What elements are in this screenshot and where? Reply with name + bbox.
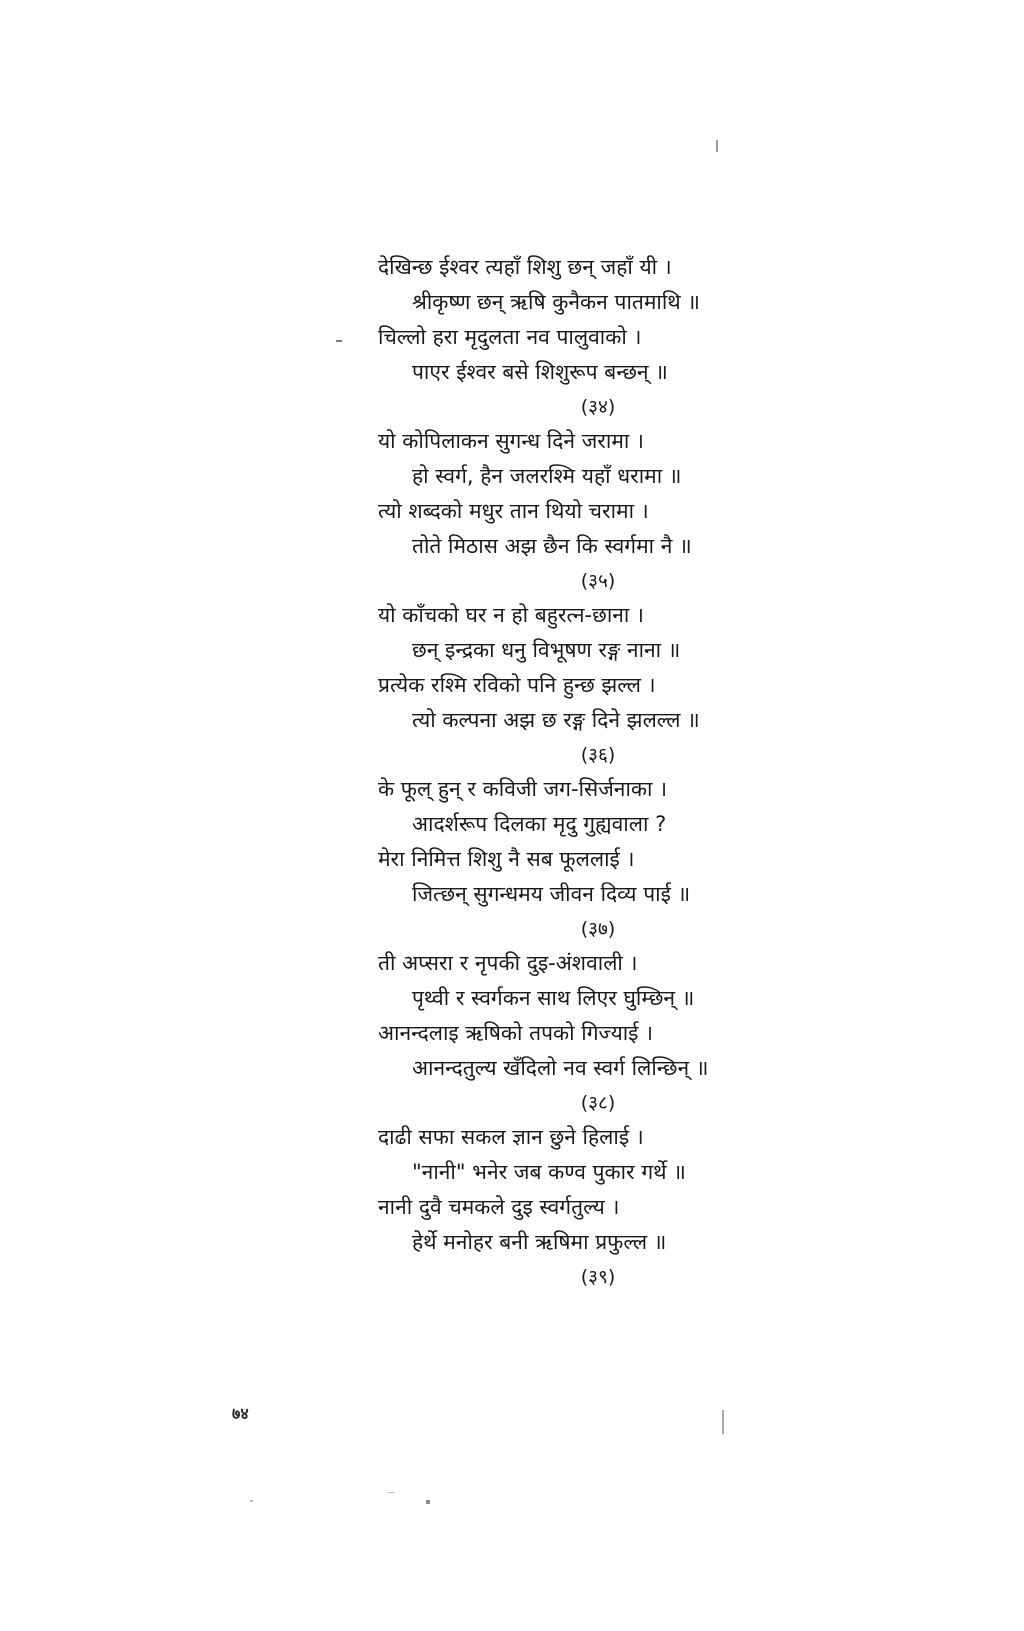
- verse-line: जित्छन् सुगन्धमय जीवन दिव्य पाई ॥: [412, 882, 691, 906]
- stanza-37: [378, 772, 818, 946]
- scan-speck: [250, 1500, 253, 1502]
- stanza-number: (३४): [580, 396, 616, 418]
- verse-line: तोते मिठास अझ छैन कि स्वर्गमा नै ॥: [412, 534, 692, 558]
- verse-line: पृथ्वी र स्वर्गकन साथ लिएर घुम्छिन् ॥: [412, 986, 695, 1010]
- stanza-number: (३६): [580, 744, 616, 766]
- verse-line: यो कोपिलाकन सुगन्ध दिने जरामा ।: [378, 429, 644, 453]
- scan-speck: [426, 1500, 430, 1504]
- verse-line: हेर्थे मनोहर बनी ऋषिमा प्रफुल्ल ॥: [412, 1230, 667, 1254]
- poem-body: [378, 250, 818, 1294]
- verse-line: मेरा निमित्त शिशु नै सब फूललाई ।: [378, 847, 635, 871]
- verse-line: पाएर ईश्वर बसे शिशुरूप बन्छन् ॥: [412, 360, 668, 384]
- stanza-35: [378, 424, 818, 598]
- stanza-39: [378, 1120, 818, 1294]
- verse-line: दाढी सफा सकल ज्ञान छुने हिलाई ।: [378, 1125, 644, 1149]
- stanza-number: (३९): [580, 1266, 616, 1288]
- scan-speck: [388, 1492, 394, 1493]
- scan-speck: [716, 140, 718, 152]
- verse-line: चिल्लो हरा मृदुलता नव पालुवाको ।: [378, 325, 642, 349]
- verse-line: आनन्दलाइ ऋषिको तपको गिज्याई ।: [378, 1021, 654, 1045]
- stanza-38: [378, 946, 818, 1120]
- verse-line: प्रत्येक रश्मि रविको पनि हुन्छ झल्ल ।: [378, 673, 656, 697]
- verse-line: ती अप्सरा र नृपकी दुइ-अंशवाली ।: [378, 951, 638, 975]
- stanza-number: (३५): [580, 570, 616, 592]
- verse-line: आनन्दतुल्य खँदिलो नव स्वर्ग लिन्छिन् ॥: [412, 1056, 709, 1080]
- verse-line: यो काँचको घर न हो बहुरत्न-छाना ।: [378, 603, 645, 627]
- page-number: ७४: [232, 1404, 249, 1423]
- scan-speck: [336, 340, 342, 342]
- verse-line: आदर्शरूप दिलका मृदु गुह्यवाला ?: [412, 812, 667, 836]
- stanza-34: [378, 250, 818, 424]
- stanza-36: [378, 598, 818, 772]
- verse-line: त्यो कल्पना अझ छ रङ्ग दिने झलल्ल ॥: [412, 708, 700, 732]
- verse-line: "नानी" भनेर जब कण्व पुकार गर्थे ॥: [412, 1160, 686, 1184]
- stanza-number: (३७): [580, 918, 616, 940]
- verse-line: के फूल् हुन् र कविजी जग-सिर्जनाका ।: [378, 777, 668, 801]
- scan-speck: [722, 1410, 724, 1434]
- verse-line: हो स्वर्ग, हैन जलरश्मि यहाँ धरामा ॥: [412, 464, 682, 488]
- verse-line: श्रीकृष्ण छन् ऋषि कुनैकन पातमाथि ॥: [412, 290, 700, 314]
- verse-line: देखिन्छ ईश्वर त्यहाँ शिशु छन् जहाँ यी ।: [378, 255, 672, 279]
- verse-line: छन् इन्द्रका धनु विभूषण रङ्ग नाना ॥: [412, 638, 681, 662]
- stanza-number: (३८): [580, 1092, 616, 1114]
- verse-line: त्यो शब्दको मधुर तान थियो चरामा ।: [378, 499, 649, 523]
- verse-line: नानी दुवै चमकले दुइ स्वर्गतुल्य ।: [378, 1195, 620, 1219]
